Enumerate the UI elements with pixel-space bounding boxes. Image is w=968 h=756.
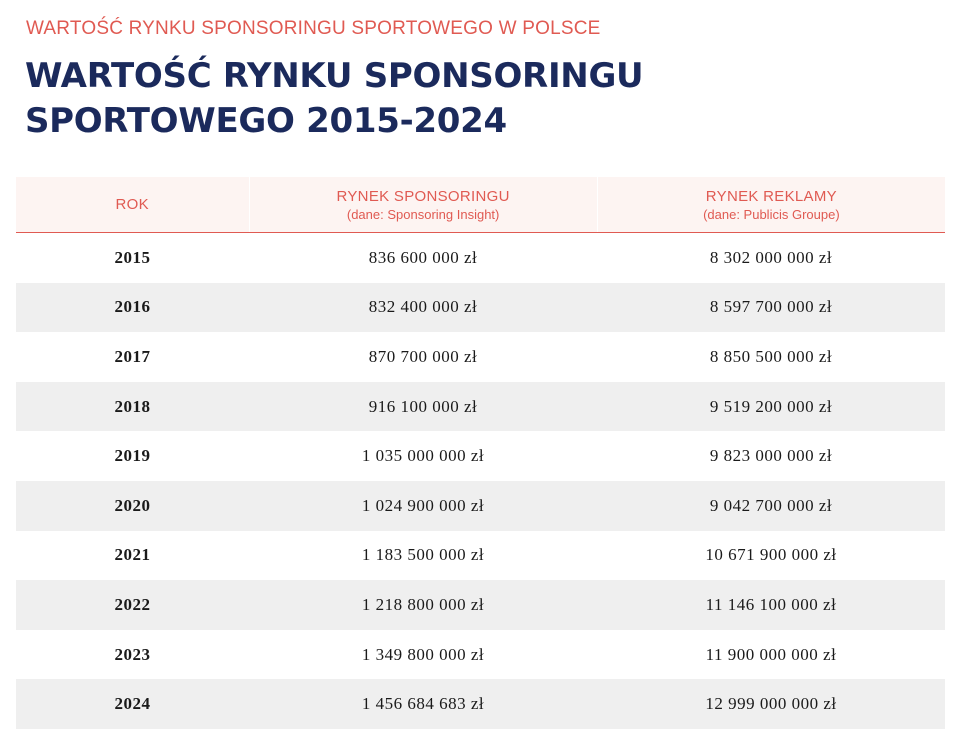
cell-year: 2021 [114, 545, 151, 565]
header-sponsoring-label: RYNEK SPONSORINGU [336, 187, 510, 205]
cell-reklama: 8 302 000 000 zł [709, 247, 833, 267]
header-reklama-source: (dane: Publicis Groupe) [703, 206, 840, 222]
cell-reklama: 8 597 700 000 zł [709, 297, 833, 317]
header-rok [16, 177, 249, 232]
market-value-table [16, 177, 945, 729]
page-title [25, 54, 643, 144]
page-title-line-1: WARTOŚĆ RYNKU SPONSORINGU [25, 56, 644, 96]
cell-sponsoring: 1 349 800 000 zł [361, 644, 485, 664]
cell-year: 2019 [114, 446, 151, 466]
table-header [16, 177, 945, 233]
table-row [16, 630, 945, 680]
cell-reklama: 11 900 000 000 zł [705, 644, 837, 664]
kicker-heading: WARTOŚĆ RYNKU SPONSORINGU SPORTOWEGO W POLSCE [26, 18, 601, 39]
cell-reklama: 11 146 100 000 zł [705, 594, 837, 614]
cell-year: 2015 [114, 247, 151, 267]
cell-sponsoring: 1 035 000 000 zł [361, 446, 485, 466]
table-row [16, 580, 945, 630]
cell-sponsoring: 1 183 500 000 zł [361, 545, 485, 565]
cell-sponsoring: 832 400 000 zł [368, 297, 478, 317]
cell-reklama: 12 999 000 000 zł [705, 694, 837, 714]
table-row [16, 431, 945, 481]
cell-sponsoring: 1 024 900 000 zł [361, 495, 485, 515]
cell-year: 2017 [114, 346, 151, 366]
table-row [16, 382, 945, 432]
header-reklama-label: RYNEK REKLAMY [705, 187, 837, 205]
table-row [16, 233, 945, 283]
page-title-line-2: SPORTOWEGO 2015-2024 [25, 101, 507, 141]
cell-reklama: 10 671 900 000 zł [705, 545, 837, 565]
cell-sponsoring: 1 218 800 000 zł [361, 594, 485, 614]
header-rok-label: ROK [115, 196, 149, 213]
cell-reklama: 9 042 700 000 zł [709, 495, 833, 515]
cell-sponsoring: 836 600 000 zł [368, 247, 478, 267]
header-sponsoring-source: (dane: Sponsoring Insight) [346, 206, 500, 222]
cell-sponsoring: 916 100 000 zł [368, 396, 478, 416]
cell-year: 2023 [114, 644, 151, 664]
cell-year: 2020 [114, 495, 151, 515]
cell-reklama: 9 823 000 000 zł [709, 446, 833, 466]
cell-year: 2018 [114, 396, 151, 416]
header-reklama [597, 177, 945, 232]
cell-sponsoring: 870 700 000 zł [368, 346, 478, 366]
table-row [16, 332, 945, 382]
cell-year: 2022 [114, 594, 151, 614]
cell-sponsoring: 1 456 684 683 zł [361, 694, 485, 714]
table-row [16, 481, 945, 531]
cell-reklama: 8 850 500 000 zł [709, 346, 833, 366]
header-sponsoring [249, 177, 597, 232]
cell-year: 2016 [114, 297, 151, 317]
table-row [16, 531, 945, 581]
table-row [16, 679, 945, 729]
table-row [16, 283, 945, 333]
cell-reklama: 9 519 200 000 zł [709, 396, 833, 416]
cell-year: 2024 [114, 694, 151, 714]
